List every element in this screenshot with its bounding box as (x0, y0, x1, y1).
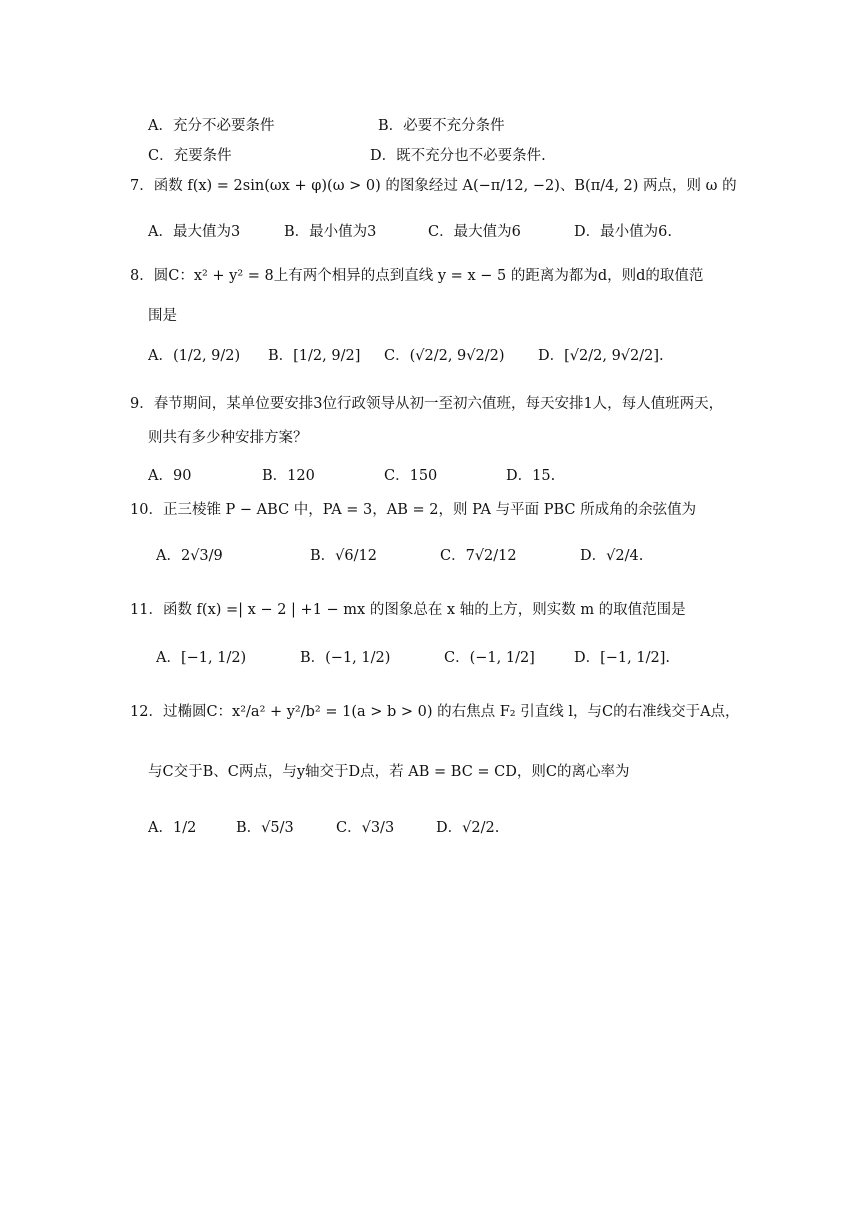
q8-option-b: B．[1/2, 9/2] (268, 348, 361, 364)
q7-option-c: C．最大值为6 (428, 224, 521, 240)
q9-option-b: B．120 (262, 468, 315, 484)
q7-stem: 7．函数 f(x) = 2sin(ωx + φ)(ω > 0) 的图象经过 A(−π/12, −2)、B(π/4, 2) 两点，则 ω 的 (130, 178, 737, 194)
q6-option-d: D．既不充分也不必要条件. (370, 148, 546, 164)
q6-option-c: C．充要条件 (148, 148, 232, 164)
q8-option-a: A．(1/2, 9/2) (148, 348, 241, 364)
q12-stem-line1: 12．过椭圆C：x²/a² + y²/b² = 1(a > b > 0) 的右焦点 F₂ 引直线 l，与C的右准线交于A点， (130, 704, 740, 720)
q6-option-b: B．必要不充分条件 (378, 118, 505, 134)
q8-option-c: C．(√2/2, 9√2/2) (384, 348, 505, 364)
q11-option-a: A．[−1, 1/2) (156, 650, 247, 666)
q7-option-d: D．最小值为6. (574, 224, 672, 240)
q11-option-d: D．[−1, 1/2]. (574, 650, 670, 666)
q9-stem-line1: 9．春节期间，某单位要安排3位行政领导从初一至初六值班，每天安排1人，每人值班两天， (130, 396, 724, 412)
q12-option-b: B．√5/3 (236, 820, 294, 836)
q9-option-c: C．150 (384, 468, 438, 484)
q6-option-a: A．充分不必要条件 (148, 118, 275, 134)
q12-option-d: D．√2/2. (436, 820, 500, 836)
q10-option-d: D．√2/4. (580, 548, 644, 564)
q12-option-c: C．√3/3 (336, 820, 395, 836)
q10-option-c: C．7√2/12 (440, 548, 517, 564)
q10-option-a: A．2√3/9 (156, 548, 223, 564)
q10-option-b: B．√6/12 (310, 548, 377, 564)
q11-option-b: B．(−1, 1/2) (300, 650, 391, 666)
q9-stem-line2: 则共有多少种安排方案？ (148, 430, 308, 446)
q10-stem: 10．正三棱锥 P − ABC 中，PA = 3，AB = 2，则 PA 与平面 PBC 所成角的余弦值为 (130, 502, 697, 518)
q9-option-d: D．15. (506, 468, 556, 484)
q9-option-a: A．90 (148, 468, 192, 484)
q8-stem-line1: 8．圆C：x² + y² = 8上有两个相异的点到直线 y = x − 5 的距离为都为d，则d的取值范 (130, 268, 704, 284)
q8-stem-line2: 围是 (148, 308, 177, 324)
q12-stem-line2: 与C交于B、C两点，与y轴交于D点，若 AB = BC = CD，则C的离心率为 (148, 764, 630, 780)
q8-option-d: D．[√2/2, 9√2/2]. (538, 348, 664, 364)
q12-option-a: A．1/2 (148, 820, 197, 836)
q11-option-c: C．(−1, 1/2] (444, 650, 535, 666)
q11-stem: 11．函数 f(x) =| x − 2 | +1 − mx 的图象总在 x 轴的上方，则实数 m 的取值范围是 (130, 602, 686, 618)
q7-option-b: B．最小值为3 (284, 224, 377, 240)
q7-option-a: A．最大值为3 (148, 224, 241, 240)
